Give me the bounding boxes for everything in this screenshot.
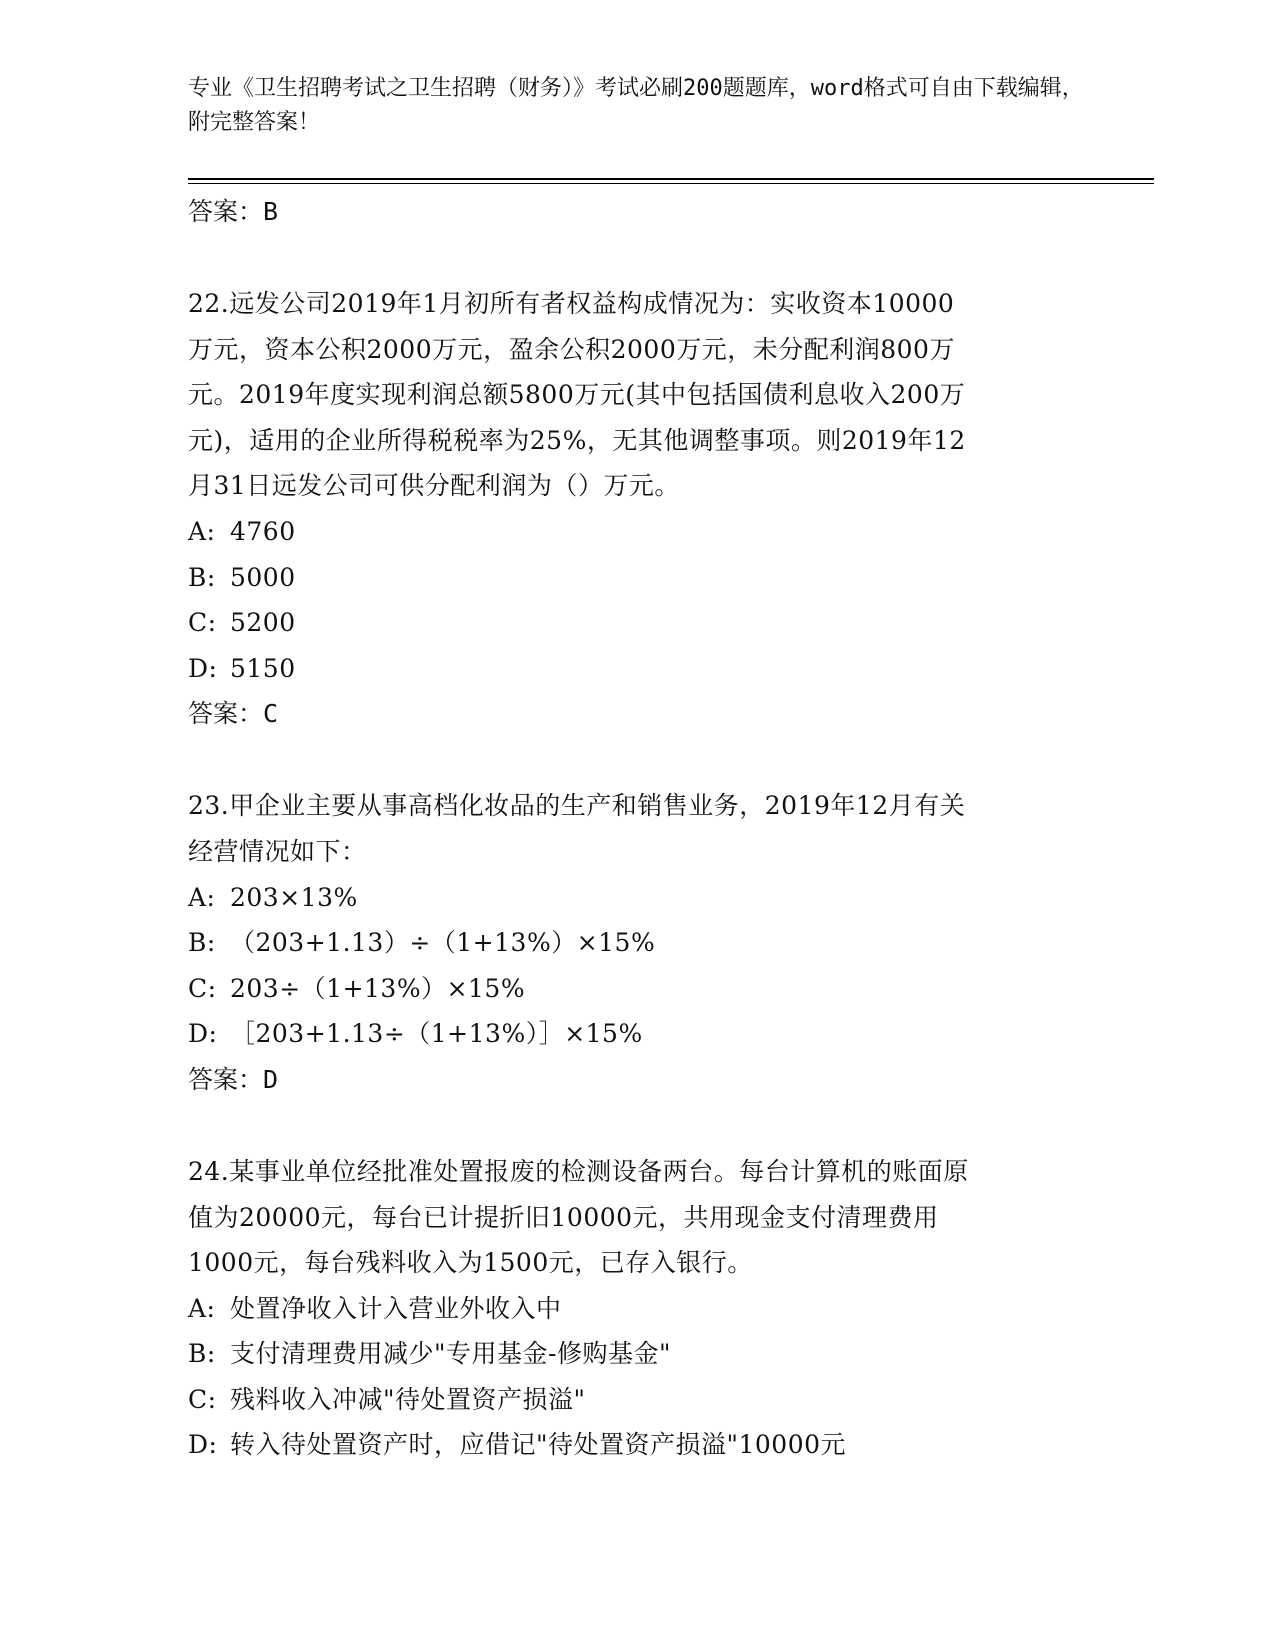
stem-line: 22.远发公司2019年1月初所有者权益构成情况为：实收资本10000 xyxy=(188,289,955,318)
option-text: 支付清理费用减少"专用基金-修购基金" xyxy=(230,1339,671,1369)
page-header: 专业《卫生招聘考试之卫生招聘（财务）》考试必刷200题题库，word格式可自由下载编辑，附完整答案！ xyxy=(188,76,1084,135)
stem-line: 元。2019年度实现利润总额5800万元(其中包括国债利息收入200万 xyxy=(188,380,966,410)
stem-line: 23.甲企业主要从事高档化妆品的生产和销售业务，2019年12月有关 xyxy=(188,791,966,821)
option-text: 5150 xyxy=(230,653,296,683)
question-stem xyxy=(188,1149,1068,1286)
option-d xyxy=(188,646,1088,692)
header-divider-thin xyxy=(188,183,1154,184)
option-text: 4760 xyxy=(230,516,296,546)
option-b xyxy=(188,555,1088,601)
option-text: 5000 xyxy=(230,562,296,592)
question-stem xyxy=(188,783,1068,874)
question-22 xyxy=(188,281,1088,737)
option-c xyxy=(188,966,1088,1012)
option-label: C: xyxy=(188,973,217,1003)
option-a xyxy=(188,875,1088,921)
question-23 xyxy=(188,783,1088,1103)
option-a xyxy=(188,509,1088,555)
answer-21: 答案：B xyxy=(188,197,279,226)
option-label: A: xyxy=(188,516,216,546)
document-body xyxy=(188,189,1088,1468)
option-c xyxy=(188,600,1088,646)
option-label: B: xyxy=(188,928,216,958)
option-text: （203+1.13）÷（1+13%）×15% xyxy=(230,928,656,958)
option-b xyxy=(188,1331,1088,1377)
option-text: 处置净收入计入营业外收入中 xyxy=(230,1293,562,1323)
answer-22: 答案：C xyxy=(188,699,279,729)
option-label: B: xyxy=(188,562,216,592)
stem-line: 1000元，每台残料收入为1500元，已存入银行。 xyxy=(188,1248,753,1278)
option-a xyxy=(188,1286,1088,1332)
option-label: C: xyxy=(188,1384,217,1414)
option-text: ［203+1.13÷（1+13%）］×15% xyxy=(230,1019,643,1049)
stem-line: 值为20000元，每台已计提折旧10000元，共用现金支付清理费用 xyxy=(188,1202,939,1232)
option-text: 转入待处置资产时，应借记"待处置资产损溢"10000元 xyxy=(230,1430,847,1460)
question-stem xyxy=(188,281,1068,509)
answer-23: 答案：D xyxy=(188,1064,279,1094)
option-b xyxy=(188,920,1088,966)
stem-line: 月31日远发公司可供分配利润为（）万元。 xyxy=(188,471,680,501)
option-text: 203÷（1+13%）×15% xyxy=(230,973,526,1003)
option-text: 203×13% xyxy=(230,882,358,912)
option-d xyxy=(188,1011,1088,1057)
header-divider xyxy=(188,178,1154,180)
option-label: D: xyxy=(188,653,218,683)
option-text: 5200 xyxy=(230,608,296,638)
option-d xyxy=(188,1422,1088,1468)
option-label: D: xyxy=(188,1019,218,1049)
question-24 xyxy=(188,1149,1088,1468)
stem-line: 经营情况如下： xyxy=(188,836,367,866)
option-label: A: xyxy=(188,1293,216,1323)
option-label: C: xyxy=(188,608,217,638)
option-text: 残料收入冲减"待处置资产损溢" xyxy=(230,1384,586,1414)
option-c xyxy=(188,1377,1088,1423)
option-label: A: xyxy=(188,882,216,912)
stem-line: 24.某事业单位经批准处置报废的检测设备两台。每台计算机的账面原 xyxy=(188,1156,969,1186)
option-label: B: xyxy=(188,1339,216,1369)
stem-line: 万元，资本公积2000万元，盈余公积2000万元，未分配利润800万 xyxy=(188,334,955,364)
stem-line: 元)，适用的企业所得税税率为25%，无其他调整事项。则2019年12 xyxy=(188,425,966,455)
option-label: D: xyxy=(188,1430,218,1460)
